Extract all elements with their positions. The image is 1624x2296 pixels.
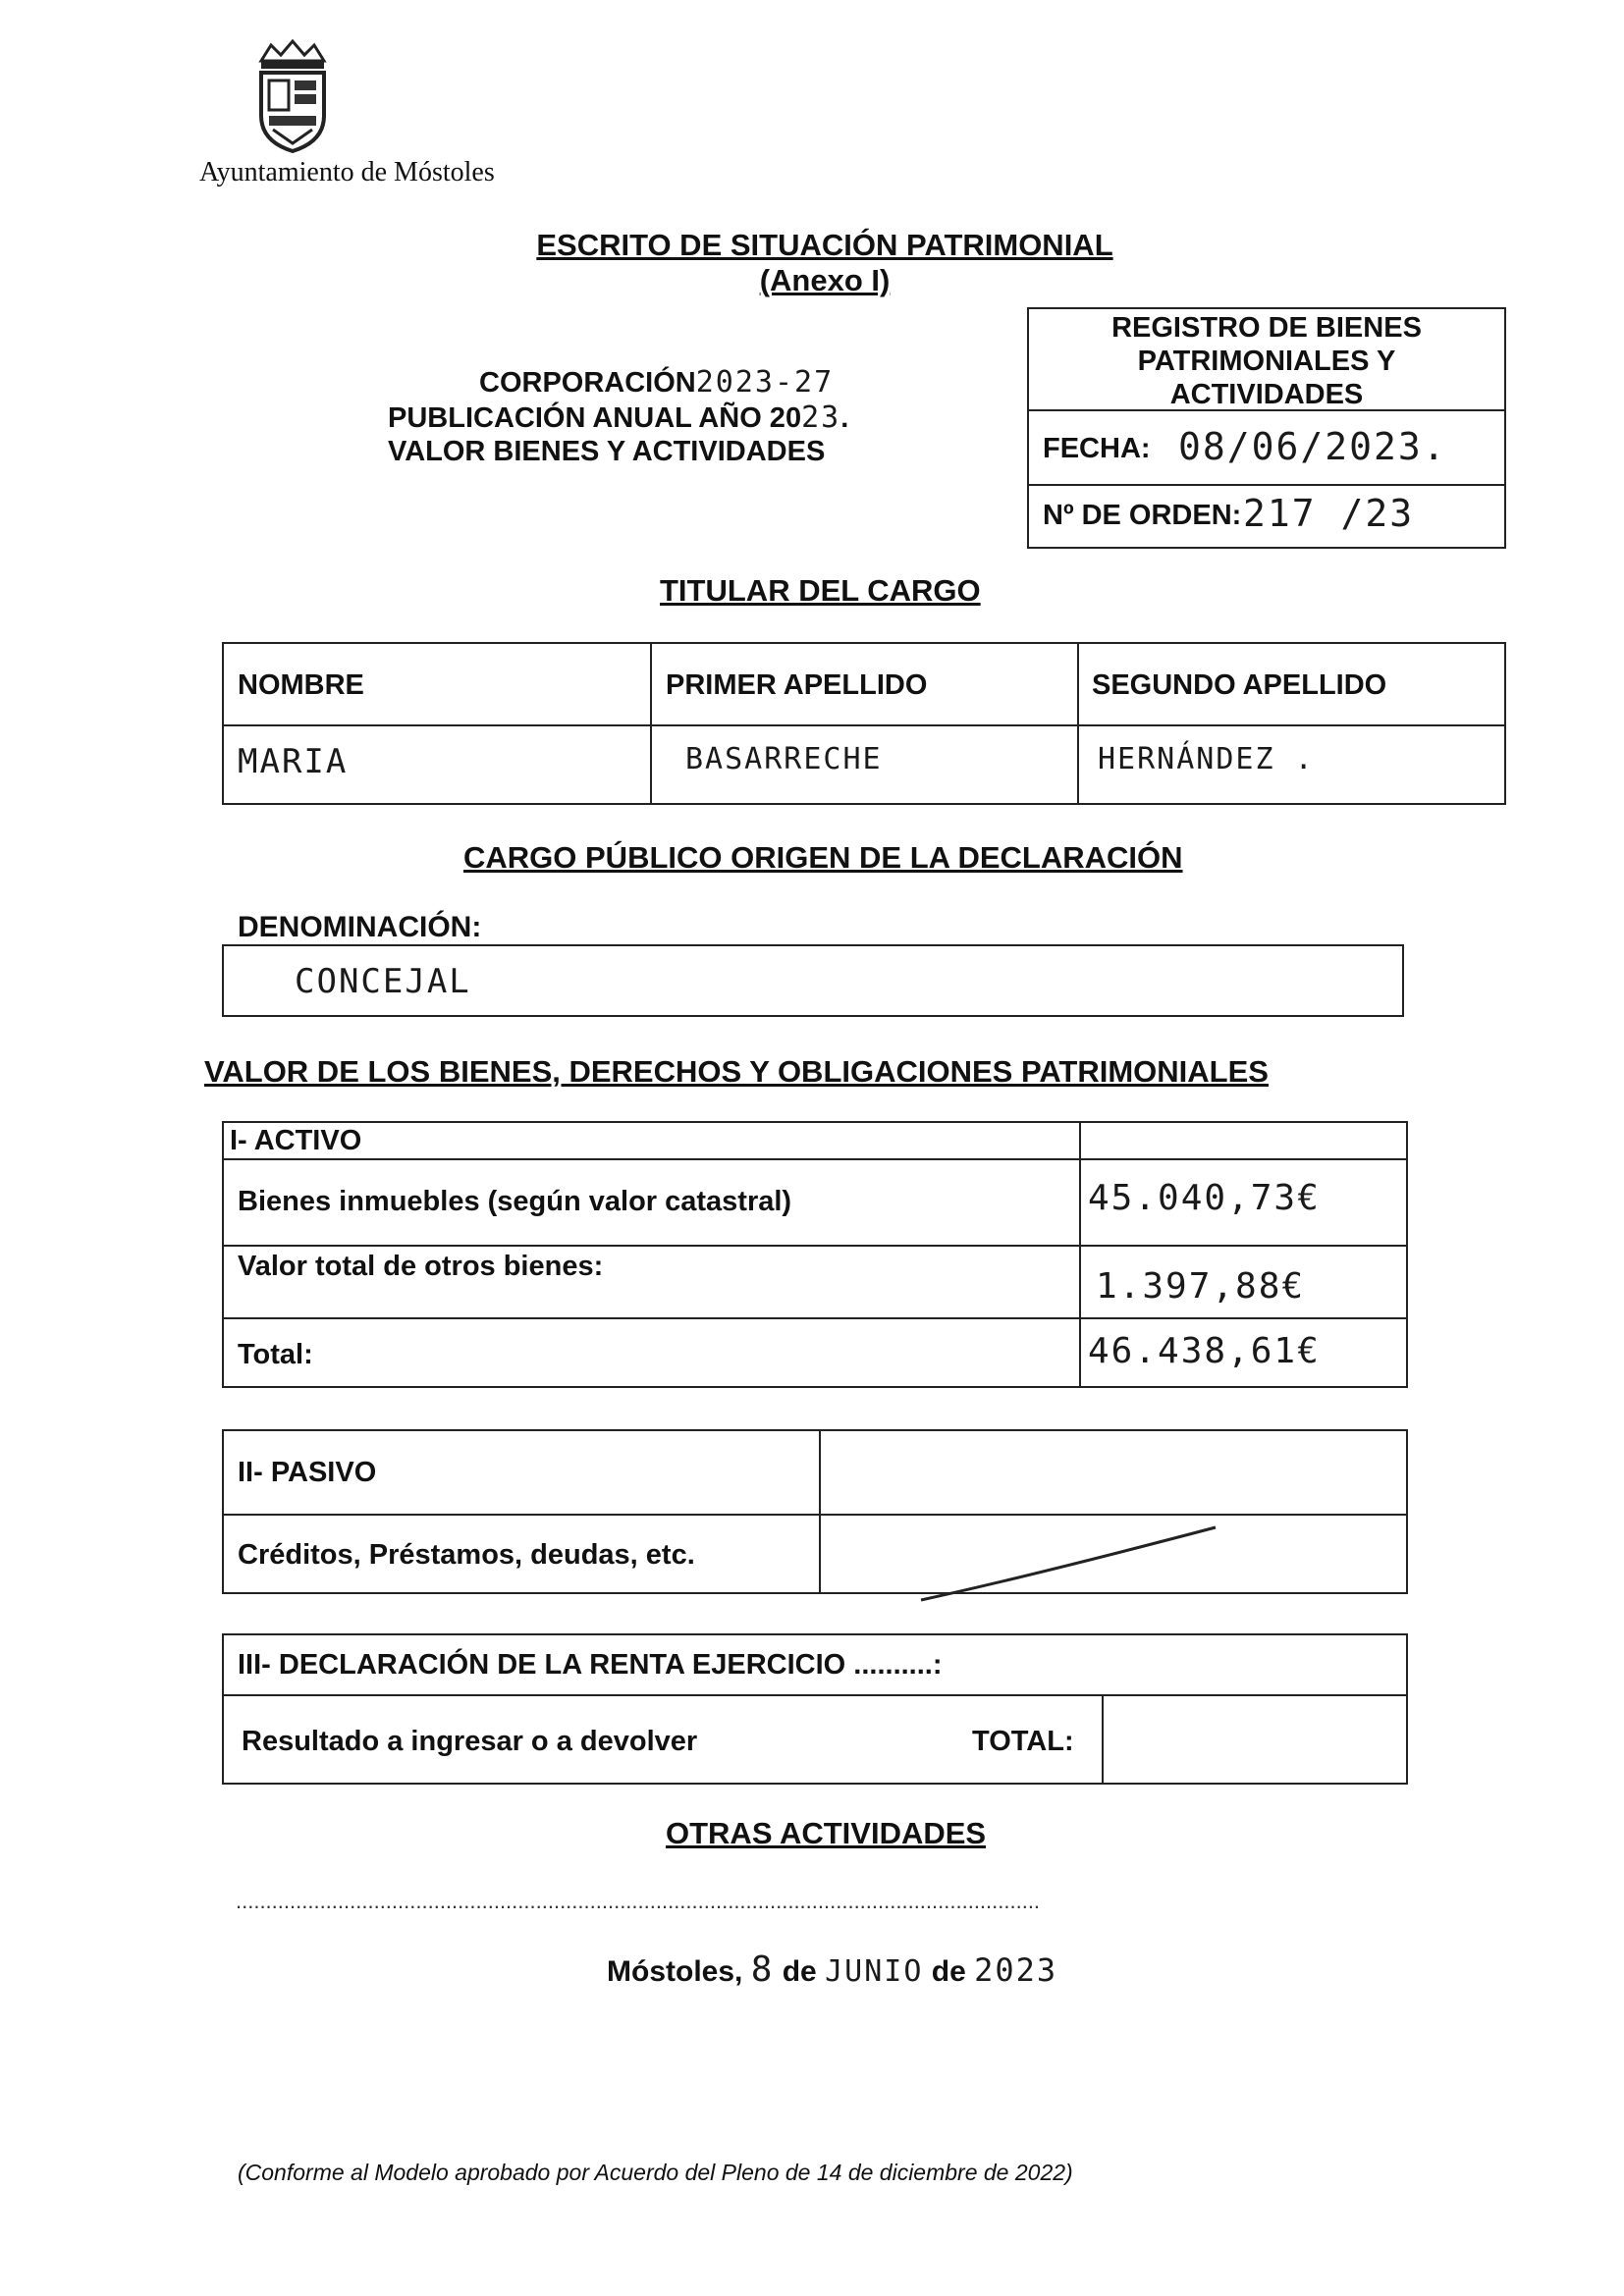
fecha-value: 08/06/2023.: [1178, 425, 1447, 468]
firma-de1: de: [782, 1955, 817, 1988]
publicacion-suffix: .: [840, 402, 849, 434]
primer-apellido-value: BASARRECHE: [685, 742, 883, 776]
col-primer-apellido: PRIMER APELLIDO: [666, 669, 928, 701]
divider: [819, 1431, 821, 1592]
municipality-name: Ayuntamiento de Móstoles: [199, 157, 495, 187]
firma-day: 8: [750, 1949, 775, 1990]
valor-heading: VALOR DE LOS BIENES, DERECHOS Y OBLIGACIONES PATRIMONIALES: [204, 1054, 1269, 1089]
document-title: ESCRITO DE SITUACIÓN PATRIMONIAL: [536, 228, 1113, 262]
pasivo-label: II- PASIVO: [238, 1457, 377, 1488]
otras-heading: OTRAS ACTIVIDADES: [666, 1816, 987, 1850]
firma-city: Móstoles,: [607, 1955, 743, 1988]
publicacion-label: PUBLICACIÓN ANUAL AÑO 20: [388, 402, 802, 434]
corporacion-label: CORPORACIÓN: [479, 367, 696, 399]
firma-de2: de: [931, 1955, 966, 1988]
otros-bienes-value: 1.397,88€: [1096, 1266, 1306, 1307]
divider: [650, 644, 652, 803]
publicacion-value: 23: [801, 400, 841, 435]
denominacion-box: [222, 944, 1404, 1017]
firma-month: JUNIO: [825, 1954, 924, 1989]
resultado-label: Resultado a ingresar o a devolver: [242, 1726, 698, 1757]
otros-bienes-label: Valor total de otros bienes:: [238, 1251, 604, 1282]
document-subtitle: (Anexo I): [759, 263, 891, 297]
corporacion-line: [479, 365, 834, 400]
footer-note: (Conforme al Modelo aprobado por Acuerdo del Pleno de 14 de diciembre de 2022): [238, 2160, 1073, 2185]
divider: [224, 1694, 1406, 1696]
registro-fecha-row: [1029, 411, 1504, 486]
registro-box: [1027, 307, 1506, 549]
divider: [1079, 1123, 1081, 1386]
pasivo-table: [222, 1429, 1408, 1594]
firma-fecha-line: [607, 1949, 1057, 1990]
denominacion-value: CONCEJAL: [295, 962, 471, 1001]
total-label: Total:: [238, 1339, 313, 1370]
valor-bienes-label: VALOR BIENES Y ACTIVIDADES: [388, 436, 826, 467]
creditos-label: Créditos, Préstamos, deudas, etc.: [238, 1539, 695, 1571]
divider: [1077, 644, 1079, 803]
divider: [224, 1317, 1406, 1319]
divider: [224, 1245, 1406, 1247]
col-nombre: NOMBRE: [238, 669, 364, 701]
firma-year: 2023: [974, 1951, 1058, 1989]
renta-label: III- DECLARACIÓN DE LA RENTA EJERCICIO ..........:: [238, 1649, 943, 1681]
cargo-heading: CARGO PÚBLICO ORIGEN DE LA DECLARACIÓN: [463, 840, 1183, 875]
divider: [224, 1158, 1406, 1160]
inmuebles-value: 45.040,73€: [1088, 1178, 1321, 1218]
inmuebles-label: Bienes inmuebles (según valor catastral): [238, 1186, 792, 1217]
divider: [1102, 1694, 1104, 1783]
col-segundo-apellido: SEGUNDO APELLIDO: [1092, 669, 1387, 701]
total-value: 46.438,61€: [1088, 1331, 1321, 1371]
orden-value: 217 /23: [1243, 492, 1415, 535]
nombre-value: MARIA: [238, 742, 349, 781]
resultado-total-label: TOTAL:: [972, 1726, 1074, 1757]
segundo-apellido-value: HERNÁNDEZ .: [1098, 742, 1315, 776]
coat-of-arms-icon: [247, 39, 338, 155]
titular-heading: TITULAR DEL CARGO: [660, 573, 981, 608]
otras-dots: ......................................................................................................................................: [236, 1889, 1041, 1913]
fecha-label: FECHA:: [1043, 433, 1151, 464]
orden-label: Nº DE ORDEN:: [1043, 500, 1242, 531]
titular-table: [222, 642, 1506, 805]
registro-heading: REGISTRO DE BIENES PATRIMONIALES Y ACTIVIDADES: [1029, 309, 1504, 411]
divider: [224, 1514, 1406, 1516]
strike-line-icon: [911, 1522, 1225, 1610]
activo-label: I- ACTIVO: [230, 1125, 362, 1156]
denominacion-label: DENOMINACIÓN:: [238, 911, 482, 943]
registro-orden-row: [1029, 486, 1504, 547]
corporacion-value: 2023-27: [695, 365, 835, 400]
renta-table: [222, 1633, 1408, 1785]
publicacion-line: [388, 400, 848, 435]
activo-table: [222, 1121, 1408, 1388]
